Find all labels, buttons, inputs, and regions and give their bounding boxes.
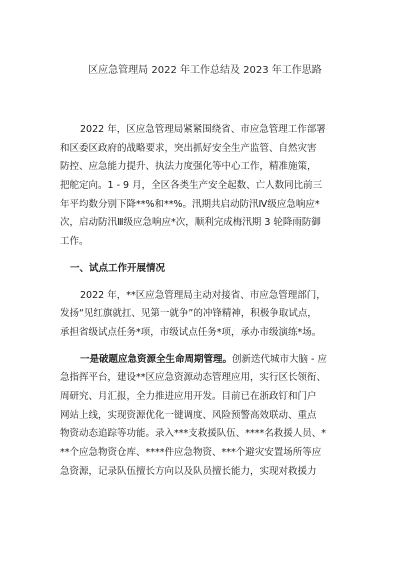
intro-line: 年平均数分别下降**%和**%。汛期共启动防汛Ⅳ级应急响应* (60, 198, 320, 210)
section-para-line: 发扬“见红旗就扛、见第一就争”的冲锋精神，积极争取试点， (60, 308, 317, 320)
subsection-line: 急资源，记录队伍擅长方向以及队员擅长能力，实现对救援力 (60, 465, 317, 477)
subsection-line: 急指挥平台，建设**区应急资源动态管理应用，实行区长领衔、 (60, 372, 327, 384)
subsection-lead-rest: 创新迭代城市大脑 - 应 (232, 353, 327, 365)
subsection-bold-lead: 一是破题应急资源全生命周期管理。 (80, 353, 233, 365)
section-para-line: 2022 年，**区应急管理局主动对接省、市应急管理部门， (80, 289, 326, 301)
document-body (60, 121, 360, 481)
subsection-line: 周研究、月汇报，全力推进应用开发。目前已在浙政钉和门户 (60, 390, 317, 402)
subsection-line: 物资动态追踪等功能。录入***支救援队伍、****名救援人员、* (60, 428, 327, 440)
intro-line: 把舵定向。1 - 9 月，全区各类生产安全起数、亡人数同比前三 (60, 180, 323, 192)
document-title: 区应急管理局 2022 年工作总结及 2023 年工作思路 (88, 65, 322, 76)
subsection-first-line (60, 351, 360, 370)
intro-line: 2022 年，区应急管理局紧紧围绕省、市应急管理工作部署 (80, 124, 326, 135)
subsection-line: 网站上线，实现资源优化一键调度、风险预警高效联动、重点 (60, 409, 317, 421)
subsection-line: **个应急物资仓库、****件应急物资、***个避灾安置场所等应 (60, 447, 322, 458)
intro-line: 和区委区政府的战略要求，突出抓好安全生产监管、自然灾害 (60, 142, 317, 154)
section-para-line: 承担省级试点任务*项，市级试点任务*项，承办市级演练*场。 (60, 326, 322, 338)
intro-line: 工作。 (60, 236, 89, 248)
section-heading: 一、试点工作开展情况 (70, 262, 166, 274)
intro-line: 次，启动防汛Ⅲ级应急响应*次，顺利完成梅汛期 3 轮降雨防御 (60, 217, 321, 229)
intro-line: 防控、应急能力提升、执法力度强化等中心工作，精准施策， (60, 161, 317, 173)
